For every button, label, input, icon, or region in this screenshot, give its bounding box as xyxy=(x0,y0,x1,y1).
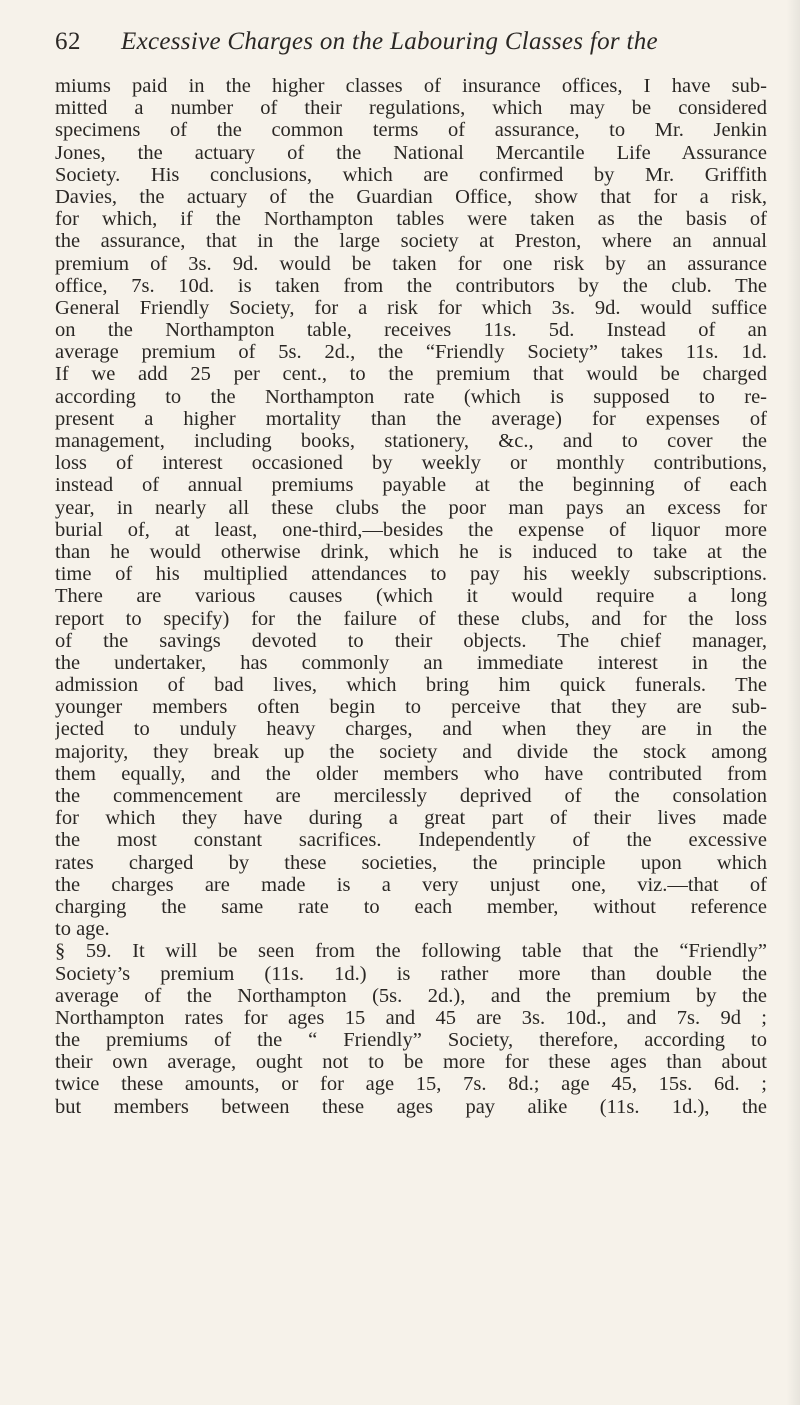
text-line: Jones, the actuary of the National Mercantile Life Assurance xyxy=(55,141,767,164)
text-line: the commencement are mercilessly deprived of the consolation xyxy=(55,785,767,807)
text-line: average of the Northampton (5s. 2d.), and the premium by the xyxy=(55,984,767,1007)
text-line: average premium of 5s. 2d., the “Friendly Society” takes 11s. 1d. xyxy=(55,341,767,364)
text-line: for which, if the Northampton tables were taken as the basis of xyxy=(55,208,767,231)
text-line: jected to unduly heavy charges, and when they are in the xyxy=(55,718,767,741)
text-line: instead of annual premiums payable at the beginning of each xyxy=(55,474,767,497)
text-line: Society. His conclusions, which are confirmed by Mr. Griffith xyxy=(55,163,767,186)
text-line: the undertaker, has commonly an immediate interest in the xyxy=(55,651,767,674)
text-line: charging the same rate to each member, without reference xyxy=(55,895,767,918)
text-line: the assurance, that in the large society at Preston, where an annual xyxy=(55,230,767,253)
text-line: majority, they break up the society and divide the stock among xyxy=(55,740,767,763)
text-line: admission of bad lives, which bring him quick funerals. The xyxy=(55,674,767,697)
text-line: report to specify) for the failure of these clubs, and for the loss xyxy=(55,607,767,630)
text-line: but members between these ages pay alike (11s. 1d.), the xyxy=(55,1095,767,1118)
text-line: year, in nearly all these clubs the poor man pays an excess for xyxy=(55,496,767,519)
text-line: Society’s premium (11s. 1d.) is rather more than double the xyxy=(55,962,767,985)
text-line: the premiums of the “ Friendly” Society, therefore, according to xyxy=(55,1029,767,1052)
text-line: mitted a number of their regulations, which may be considered xyxy=(55,97,767,120)
page-header xyxy=(55,28,755,68)
text-line: If we add 25 per cent., to the premium that would be charged xyxy=(55,363,767,386)
text-line: § 59. It will be seen from the following table that the “Friendly” xyxy=(55,940,767,963)
text-line: for which they have during a great part of their lives made xyxy=(55,807,767,830)
text-line: than he would otherwise drink, which he is induced to take at the xyxy=(55,540,767,563)
text-line: time of his multiplied attendances to pay his weekly subscriptions. xyxy=(55,563,767,586)
text-line: them equally, and the older members who have contributed from xyxy=(55,762,767,785)
page-edge-shadow xyxy=(786,0,800,1405)
text-line: present a higher mortality than the average) for expenses of xyxy=(55,407,767,430)
text-line: the most constant sacrifices. Independently of the excessive xyxy=(55,829,767,852)
text-line: of the savings devoted to their objects. The chief manager, xyxy=(55,629,767,652)
text-line: their own average, ought not to be more for these ages than about xyxy=(55,1051,767,1074)
text-line: loss of interest occasioned by weekly or monthly contributions, xyxy=(55,452,767,475)
text-line: premium of 3s. 9d. would be taken for one risk by an assurance xyxy=(55,252,767,275)
page-number: 62 xyxy=(55,28,81,55)
text-line: Davies, the actuary of the Guardian Office, show that for a risk, xyxy=(55,185,767,208)
text-line: General Friendly Society, for a risk for which 3s. 9d. would suffice xyxy=(55,296,767,319)
text-line: younger members often begin to perceive that they are sub- xyxy=(55,696,767,719)
text-line: miums paid in the higher classes of insurance offices, I have sub- xyxy=(55,75,767,97)
text-line: according to the Northampton rate (which is supposed to re- xyxy=(55,385,767,408)
text-line: the charges are made is a very unjust one, viz.—that of xyxy=(55,873,767,896)
text-line: management, including books, stationery, &c., and to cover the xyxy=(55,430,767,452)
text-line: office, 7s. 10d. is taken from the contributors by the club. The xyxy=(55,274,767,297)
text-line: on the Northampton table, receives 11s. 5d. Instead of an xyxy=(55,319,767,342)
text-line: burial of, at least, one-third,—besides the expense of liquor more xyxy=(55,518,767,541)
text-line: to age. xyxy=(55,918,110,941)
running-title: Excessive Charges on the Labouring Classes for the xyxy=(121,28,658,55)
text-line: specimens of the common terms of assurance, to Mr. Jenkin xyxy=(55,119,767,142)
text-line: twice these amounts, or for age 15, 7s. 8d.; age 45, 15s. 6d. ; xyxy=(55,1073,767,1096)
text-line: rates charged by these societies, the principle upon which xyxy=(55,851,767,874)
text-line: There are various causes (which it would require a long xyxy=(55,585,767,608)
body-text xyxy=(55,75,767,1118)
text-line: Northampton rates for ages 15 and 45 are 3s. 10d., and 7s. 9d ; xyxy=(55,1006,767,1029)
